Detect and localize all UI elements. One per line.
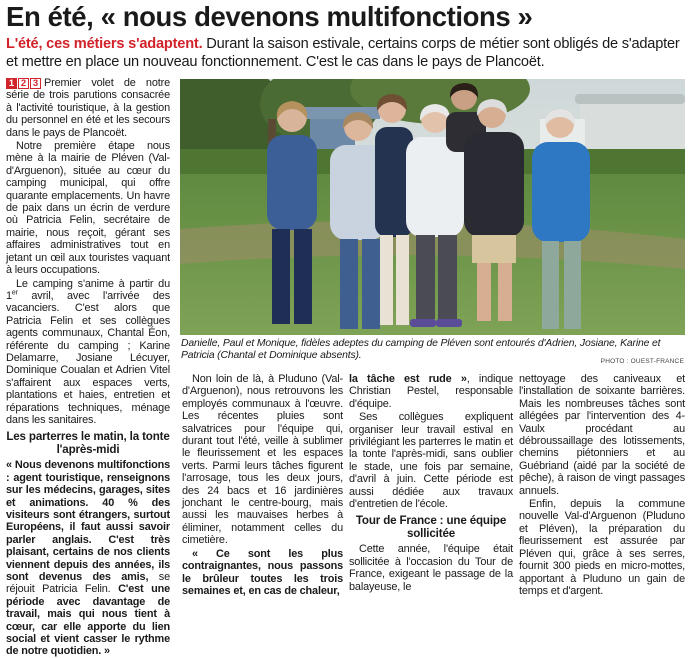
column-2	[182, 373, 343, 597]
column-4	[519, 373, 685, 597]
paragraph: nettoyage des caniveaux et l'installation de soixante barrières. Mais les nombreuses tâches sont allégées par l'intervention des 4-Vaulx procédant au débroussaillage des lotissements, chemins piétonniers et au Guébriand (aidé par la société de pêche), à raison de vingt passages annuels.	[519, 373, 685, 497]
column-3	[349, 373, 513, 593]
quote-text: la tâche est rude »	[349, 373, 467, 385]
quote-text: « Nous devenons multifonctions : agent touristique, renseignons sur les médecins, garages, sites et animations. 40 % des visiteurs sont étrangers, surtout Européens, il faut aussi savoir parler anglais. C'est très plaisant, certains de nos clients viennent depuis des années, ils sont devenus des amis,	[6, 459, 170, 584]
paragraph	[6, 278, 170, 427]
quote-attribution: , indique Christian Pestel, responsable d'équipe.	[349, 373, 514, 410]
series-intro	[6, 77, 170, 139]
quote-paragraph	[349, 373, 513, 410]
superscript: er	[11, 289, 18, 297]
paragraph-text: avril, avec l'arrivée des vacanciers. C'est alors que Patricia Felin et ses collègues agents communaux, Chantal Éon, référente du camping ; Karine Delamarre, Josiane Lécuyer, Dominique Coualan et Adrien Vitel s'affairent aux espaces verts, plantations et haies, entretien et réparations techniques, ménage dans les sanitaires.	[6, 289, 170, 426]
series-number-3: 3	[30, 78, 41, 89]
deck	[6, 35, 686, 71]
quote-text: C'est une période avec davantage de travail, mais qui nous tient à cœur, car elle apporte du lien social et vient casser le rythme de notre quotidien. »	[6, 583, 170, 658]
series-number-1: 1	[6, 78, 17, 89]
series-indicator	[6, 78, 41, 89]
paragraph: Non loin de là, à Pluduno (Val-d'Arguenon), nous retrouvons les employés communaux à l'œuvre. Les récentes pluies sont salvatrices pour l'équipe qui, durant tout l'été, veille à sublimer le fleurissement et les espaces verts. Parmi leurs tâches figurent l'arrosage, tous les deux jours, des 24 bacs et 16 jardinières jonchant le centre-bourg, mais aussi les mauvaises herbes à éliminer, notamment celles du cimetière.	[182, 373, 343, 547]
article-photo	[180, 79, 685, 335]
quote-paragraph: « Ce sont les plus contraignantes, nous passons le brûleur toutes les trois semaines et, en cas de chaleur,	[182, 547, 343, 597]
photo-caption: Danielle, Paul et Monique, fidèles adeptes du camping de Pléven sont entourés d'Adrien, Josiane, Karine et Patricia (Chantal et Dominique absents).	[181, 338, 661, 361]
paragraph: Notre première étape nous mène à la mairie de Pléven (Val-d'Arguenon), située au cœur du camping municipal, qui offre quarante emplacements. Un havre de paix dans un écrin de verdure où Patricia Felin, secrétaire de mairie, nous reçoit, gérant ses affaires administratives tout en jetant un œil aux touristes vaquant à leurs occupations.	[6, 140, 170, 277]
column-1	[6, 77, 170, 658]
paragraph: Cette année, l'équipe était sollicitée à l'occasion du Tour de France, exigeant le passage de la balayeuse, le	[349, 543, 513, 593]
quote-paragraph	[6, 459, 170, 658]
headline: En été, « nous devenons multifonctions »	[6, 1, 533, 32]
paragraph-text: Le camping s'anime à partir du 1	[6, 277, 170, 302]
paragraph: Enfin, depuis la commune nouvelle Val-d'Arguenon (Pluduno et Pléven), la préparation du fleurissement est assurée par Pléven qui, grâce à ses serres, fournit 300 pieds en micro-mottes, apportant à Pluduno un gain de temps et d'argent.	[519, 498, 685, 597]
intro-text: Premier volet de notre série de trois parutions consacrée à l'activité touristique, à la gestion du personnel en été et les secours dans le pays de Plancoët.	[6, 77, 170, 139]
quote-attribution: se réjouit Patricia Felin.	[6, 571, 170, 596]
subheading: Tour de France : une équipe sollicitée	[355, 514, 507, 541]
deck-text: Durant la saison estivale, certains corps de métier sont obligés de s'adapter et mettre en place un nouveau fonctionnement. C'est le cas dans le pays de Plancoët.	[6, 36, 680, 70]
photo-credit: PHOTO : OUEST-FRANCE	[600, 358, 684, 365]
deck-kicker: L'été, ces métiers s'adaptent.	[6, 36, 203, 52]
paragraph: Ses collègues expliquent organiser leur travail estival en privilégiant les parterres le matin et la tonte l'après-midi, sans oublier le stade, une fois par semaine, d'avril à juin. Cette période est aussi dédiée aux travaux d'entretien de l'école.	[349, 411, 513, 511]
subheading: Les parterres le matin, la tonte l'après-midi	[6, 430, 170, 457]
series-number-2: 2	[18, 78, 29, 89]
